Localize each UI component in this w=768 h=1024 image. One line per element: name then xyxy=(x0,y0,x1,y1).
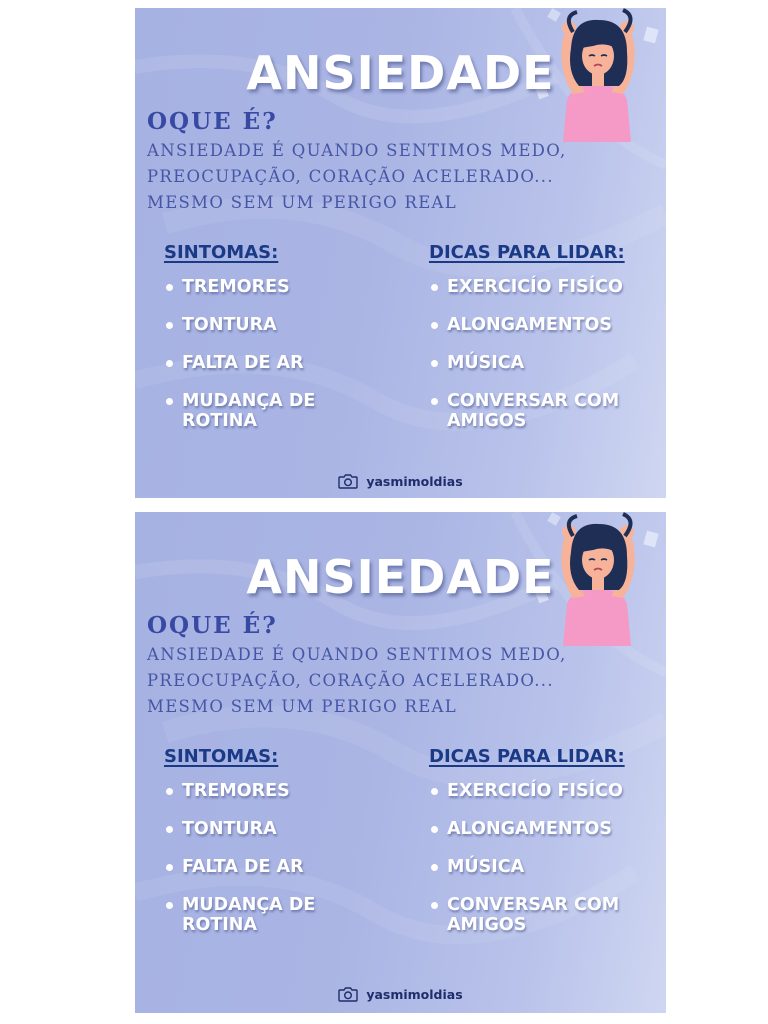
bullet-icon xyxy=(166,398,173,405)
list-item xyxy=(164,315,384,335)
tips-column xyxy=(429,242,659,449)
list-item-text: ALONGAMENTOS xyxy=(447,315,612,335)
list-item xyxy=(429,895,659,935)
card-title: ANSIEDADE xyxy=(246,46,555,100)
list-item-text: MÚSICA xyxy=(447,353,525,373)
list-item-text: CONVERSAR COM xyxy=(447,391,620,411)
card-subtitle: OQUE É? xyxy=(147,612,278,639)
list-item-text: ALONGAMENTOS xyxy=(447,819,612,839)
list-item-text: TONTURA xyxy=(182,315,277,335)
list-item xyxy=(164,353,384,373)
symptoms-column xyxy=(164,242,384,449)
card-footer xyxy=(135,473,666,489)
card-subtitle: OQUE É? xyxy=(147,108,278,135)
symptoms-list xyxy=(164,781,384,935)
description-line: PREOCUPAÇÃO, CORAÇÃO ACELERADO... xyxy=(147,167,554,186)
bullet-icon xyxy=(431,902,438,909)
symptoms-heading: SINTOMAS: xyxy=(164,746,279,767)
card-description xyxy=(147,138,607,216)
list-item-text: TREMORES xyxy=(182,781,290,801)
list-item xyxy=(164,895,384,935)
list-item xyxy=(164,781,384,801)
list-item xyxy=(164,277,384,297)
list-item xyxy=(429,781,659,801)
list-item-text: EXERCICÍO FISÍCO xyxy=(447,277,623,297)
symptoms-heading: SINTOMAS: xyxy=(164,242,279,263)
card-title: ANSIEDADE xyxy=(246,550,555,604)
list-item xyxy=(429,857,659,877)
list-item xyxy=(429,315,659,335)
list-item-text: EXERCICÍO FISÍCO xyxy=(447,781,623,801)
bullet-icon xyxy=(431,360,438,367)
bullet-icon xyxy=(431,788,438,795)
list-item-text: ROTINA xyxy=(182,411,257,431)
footer-handle[interactable]: yasmimoldias xyxy=(366,986,463,1002)
bullet-icon xyxy=(166,322,173,329)
bullet-icon xyxy=(431,398,438,405)
description-line: ANSIEDADE É QUANDO SENTIMOS MEDO, xyxy=(147,141,567,160)
info-card xyxy=(135,512,666,1013)
symptoms-column xyxy=(164,746,384,953)
tips-heading: DICAS PARA LIDAR: xyxy=(429,746,625,767)
list-item-text: MUDANÇA DE xyxy=(182,895,316,915)
list-item-text: FALTA DE AR xyxy=(182,857,304,877)
bullet-icon xyxy=(166,864,173,871)
description-line: ANSIEDADE É QUANDO SENTIMOS MEDO, xyxy=(147,645,567,664)
list-item-text: FALTA DE AR xyxy=(182,353,304,373)
bullet-icon xyxy=(431,864,438,871)
description-line: MESMO SEM UM PERIGO REAL xyxy=(147,193,458,212)
symptoms-list xyxy=(164,277,384,431)
description-line: MESMO SEM UM PERIGO REAL xyxy=(147,697,458,716)
tips-heading: DICAS PARA LIDAR: xyxy=(429,242,625,263)
list-item-text: CONVERSAR COM xyxy=(447,895,620,915)
list-item-text: TONTURA xyxy=(182,819,277,839)
bullet-icon xyxy=(431,284,438,291)
list-item xyxy=(429,277,659,297)
list-item xyxy=(164,857,384,877)
list-item-text: AMIGOS xyxy=(447,915,527,935)
list-item-text: AMIGOS xyxy=(447,411,527,431)
list-item-text: MÚSICA xyxy=(447,857,525,877)
bullet-icon xyxy=(431,826,438,833)
list-item xyxy=(164,391,384,431)
tips-list xyxy=(429,277,659,431)
list-item-text: TREMORES xyxy=(182,277,290,297)
bullet-icon xyxy=(166,902,173,909)
list-item-text: ROTINA xyxy=(182,915,257,935)
description-line: PREOCUPAÇÃO, CORAÇÃO ACELERADO... xyxy=(147,671,554,690)
list-item xyxy=(429,391,659,431)
card-description xyxy=(147,642,607,720)
tips-list xyxy=(429,781,659,935)
bullet-icon xyxy=(431,322,438,329)
info-card xyxy=(135,8,666,498)
footer-handle[interactable]: yasmimoldias xyxy=(366,473,463,489)
instagram-camera-icon xyxy=(338,986,358,1002)
tips-column xyxy=(429,746,659,953)
bullet-icon xyxy=(166,826,173,833)
list-item xyxy=(429,819,659,839)
list-item-text: MUDANÇA DE xyxy=(182,391,316,411)
bullet-icon xyxy=(166,360,173,367)
card-footer xyxy=(135,986,666,1002)
instagram-camera-icon xyxy=(338,473,358,489)
list-item xyxy=(164,819,384,839)
bullet-icon xyxy=(166,788,173,795)
bullet-icon xyxy=(166,284,173,291)
list-item xyxy=(429,353,659,373)
